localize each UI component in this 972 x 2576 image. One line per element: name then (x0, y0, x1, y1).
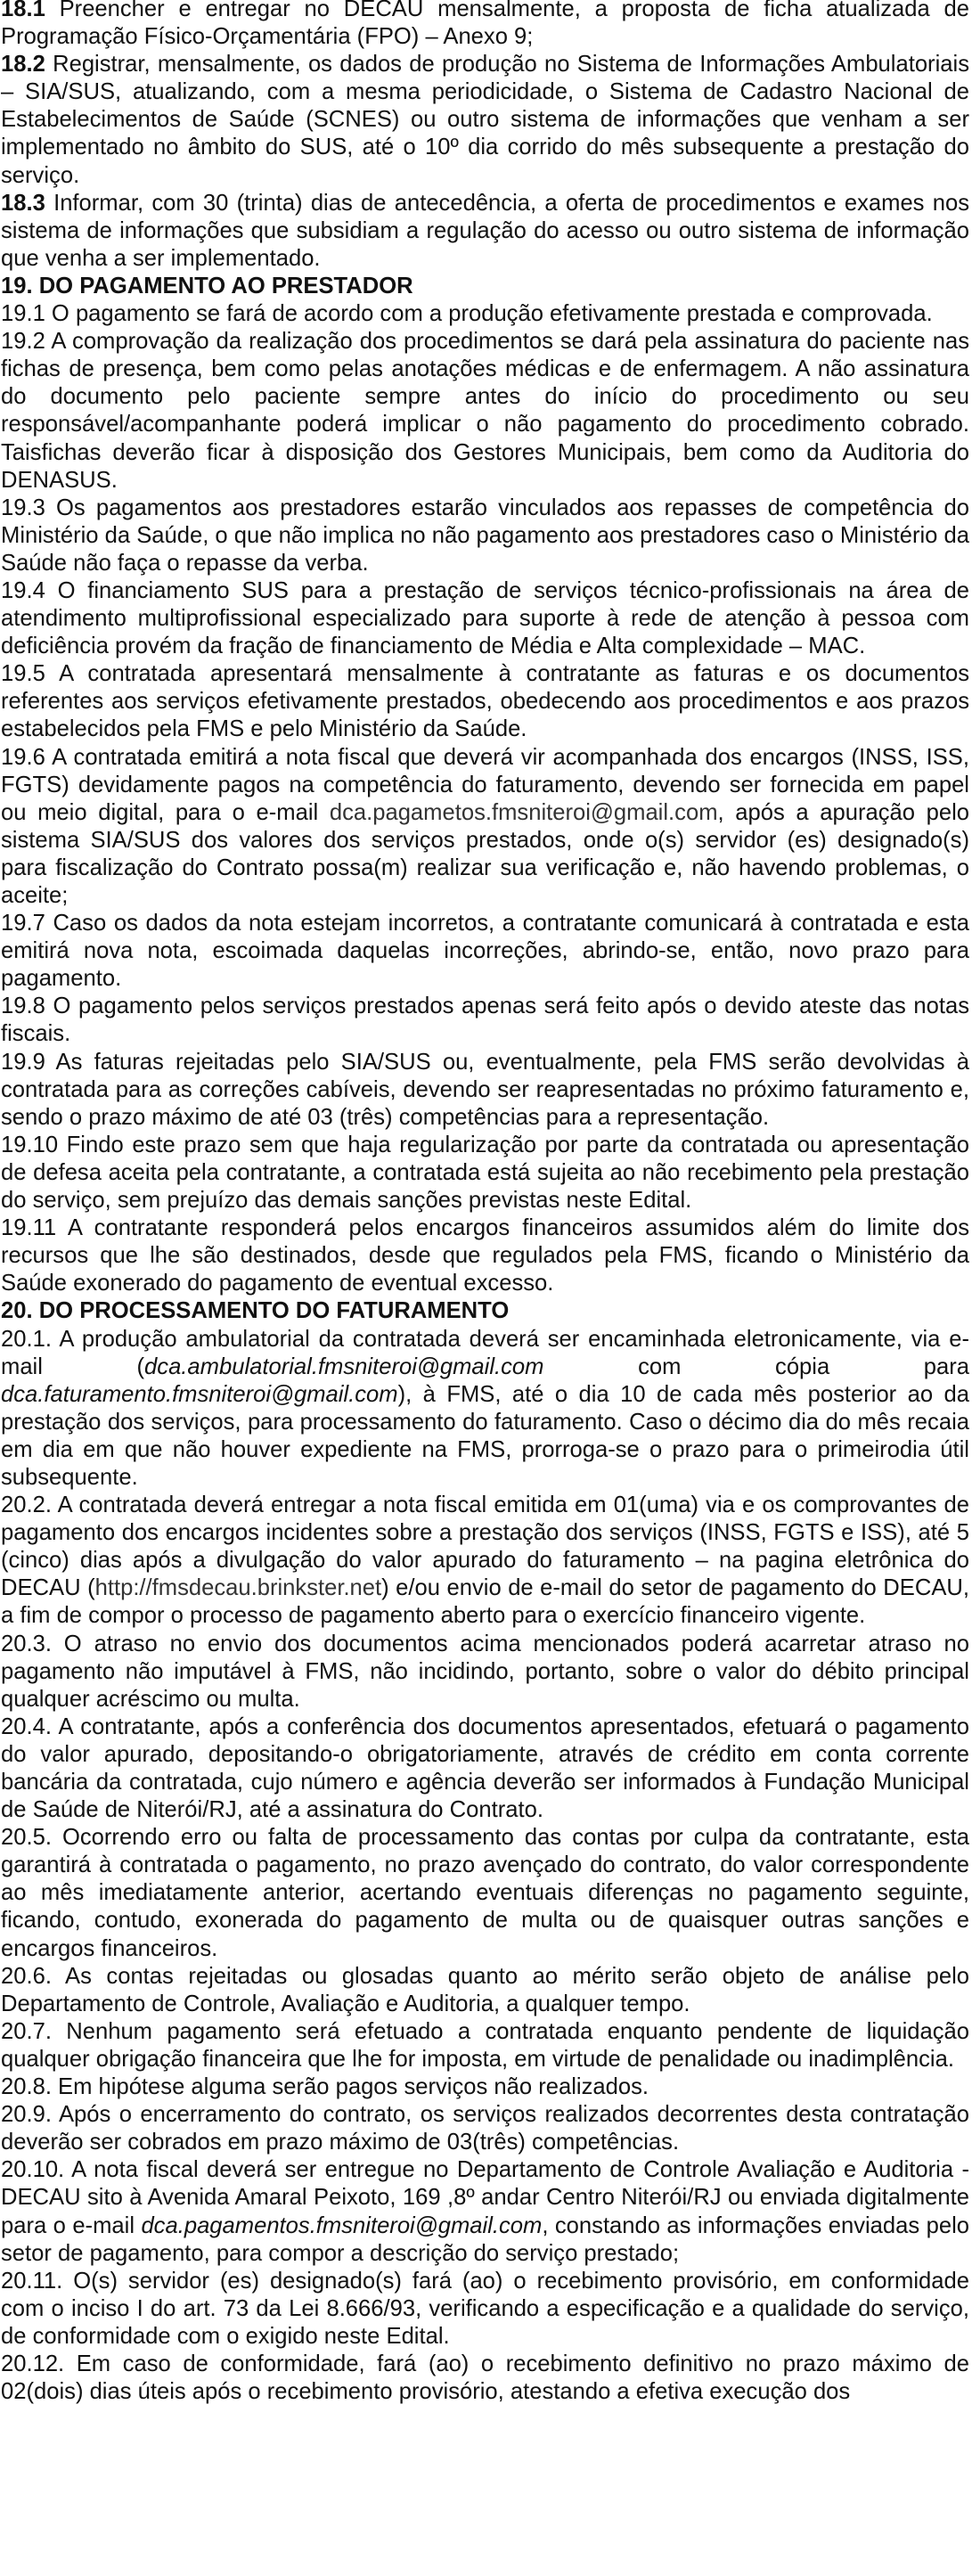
clause-text: Informar, com 30 (trinta) dias de antecedência, a oferta de procedimentos e exames nos sistema de informações que subsidiam a regulação do acesso ou outro sistema de informação que venha a ser implementado. (1, 190, 969, 271)
clause-text: 19.4 O financiamento SUS para a prestação de serviços técnico-profissionais na área de atendimento multiprofissional especializado para suporte à rede de atenção à pessoa com deficiência provém da fração de financiamento de Média e Alta complexidade – MAC. (1, 577, 969, 659)
clause-text: 20.6. As contas rejeitadas ou glosadas quanto ao mérito serão objeto de análise pelo Departamento de Controle, Avaliação e Auditoria, a qualquer tempo. (1, 1963, 969, 2016)
clause-p-20-6 (1, 1963, 969, 2018)
clause-text: 19.8 O pagamento pelos serviços prestados apenas será feito após o devido ateste das notas fiscais. (1, 994, 969, 1047)
clause-text: 19.3 Os pagamentos aos prestadores estarão vinculados aos repasses de competência do Ministério da Saúde, o que não implica no não pagamento aos prestadores caso o Ministério da Saúde não faça o repasse da verba. (1, 495, 969, 576)
clause-text: , constando as informações enviadas pelo setor de pagamento, para compor a descrição do serviço prestado; (1, 2212, 970, 2266)
clause-p-20-5 (1, 1824, 969, 1962)
clause-number: 18.2 (1, 52, 45, 78)
clause-text: 20.1. A produção ambulatorial da contratada deverá ser encaminhada eletronicamente, via e-mail ( (1, 1326, 969, 1379)
clause-p-19-1 (1, 300, 969, 328)
clause-text: 20.10. A nota fiscal deverá ser entregue no Departamento de Controle Avaliação e Auditoria - DECAU sito à Avenida Amaral Peixoto, 169 ,8º andar Centro Niterói/RJ ou enviada digitalmente para o e-mail (1, 2157, 969, 2238)
clause-p-19-6 (1, 744, 969, 911)
clause-text: 20.11. O(s) servidor (es) designado(s) fará (ao) o recebimento provisório, em conformidade com o inciso I do art. 73 da Lei 8.666/93, verificando a especificação e a qualidade do serviço, de conformidade com o exigido neste Edital. (1, 2268, 969, 2349)
clause-text: Preencher e entregar no DECAU mensalmente, a proposta de ficha atualizada de Programação Físico-Orçamentária (FPO) – Anexo 9; (1, 0, 969, 50)
clause-text: com cópia para (543, 1353, 970, 1379)
clause-text: 20.2. A contratada deverá entregar a nota fiscal emitida em 01(uma) via e os comprovantes de pagamento dos encargos incidentes sobre a prestação dos serviços (INSS, FGTS e ISS), até 5 (cinco) dias após a divulgação do valor apurado do faturamento – na pagina eletrônica do DECAU ( (1, 1492, 969, 1601)
clause-text: 20.4. A contratante, após a conferência dos documentos apresentados, efetuará o pagamento do valor apurado, depositando-o obrigatoriamente, através de crédito em conta corrente bancária da contratada, cujo número e agência deverão ser informados à Fundação Municipal de Saúde de Niterói/RJ, até a assinatura do Contrato. (1, 1713, 969, 1823)
clause-p-19-10 (1, 1132, 969, 1214)
clause-text: 20.5. Ocorrendo erro ou falta de processamento das contas por culpa da contratante, esta garantirá à contratada o pagamento, no prazo avençado do contrato, do valor correspondente ao mês imediatamente anterior, acertando eventuais diferenças no pagamento seguinte, ficando, contudo, exonerada do pagamento de multa ou de quaisquer outras sanções e encargos financeiros. (1, 1825, 969, 1961)
clause-p-19-4 (1, 577, 969, 660)
clause-p-19-11 (1, 1214, 969, 1297)
clause-text: , após a apuração pelo sistema SIA/SUS dos valores dos serviços prestados, onde o(s) servidor (es) designado(s) para fiscalização do Contrato possa(m) realizar sua verificação e, não havendo problemas, o aceite; (1, 799, 969, 908)
clause-text: 20.12. Em caso de conformidade, fará (ao) o recebimento definitivo no prazo máximo de 02(dois) dias úteis após o recebimento provisório, atestando a efetiva execução dos (1, 2351, 969, 2405)
email-link[interactable]: dca.pagametos.fmsniteroi@gmail.com (329, 799, 718, 825)
clause-text: 19.1 O pagamento se fará de acordo com a produção efetivamente prestada e comprovada. (1, 301, 933, 327)
clause-p-19-3 (1, 495, 969, 577)
clause-p-19-5 (1, 660, 969, 743)
clause-p-19-2 (1, 328, 969, 495)
section-heading: 20. DO PROCESSAMENTO DO FATURAMENTO (1, 1298, 510, 1324)
clause-p-19-7 (1, 910, 969, 993)
clause-p-20-7 (1, 2018, 969, 2073)
clause-p-19-9 (1, 1049, 969, 1132)
clause-text: 19.7 Caso os dados da nota estejam incorretos, a contratante comunicará à contratada e esta emitirá nova nota, escoimada daquelas incorreções, abrindo-se, então, novo prazo para pagamento. (1, 911, 969, 992)
clause-text: 19.11 A contratante responderá pelos encargos financeiros assumidos além do limite dos recursos que lhe são destinados, desde que regulados pela FMS, ficando o Ministério da Saúde exonerado do pagamento de eventual excesso. (1, 1215, 969, 1296)
clause-text: 19.5 A contratada apresentará mensalmente à contratante as faturas e os documentos referentes aos serviços efetivamente prestados, obedecendo aos procedimentos e aos prazos estabelecidos pela FMS e pelo Ministério da Saúde. (1, 661, 969, 742)
clause-text: 20.8. Em hipótese alguma serão pagos serviços não realizados. (1, 2074, 649, 2100)
clause-p-20-10 (1, 2156, 969, 2267)
clause-text: ) e/ou envio de e-mail do setor de pagamento do DECAU, a fim de compor o processo de pagamento aberto para o exercício financeiro vigente. (1, 1575, 969, 1629)
email-link[interactable]: dca.pagamentos.fmsniteroi@gmail.com (141, 2212, 543, 2238)
clause-text: ), à FMS, até o dia 10 de cada mês posterior ao da prestação dos serviços, para processamento do faturamento. Caso o décimo dia do mês recaia em dia em que não houver expediente na FMS, prorroga-se o prazo para o primeirodia útil subsequente. (1, 1381, 969, 1490)
clause-text: 19.9 As faturas rejeitadas pelo SIA/SUS ou, eventualmente, pela FMS serão devolvidas à contratada para as correções cabíveis, devendo ser reapresentadas no próximo faturamento e, sendo o prazo máximo de até 03 (três) competências para a representação. (1, 1049, 969, 1130)
clause-text: 19.2 A comprovação da realização dos procedimentos se dará pela assinatura do paciente nas fichas de presença, bem como pelas anotações médicas e de enfermagem. A não assinatura do documento pelo paciente sempre antes do início do procedimento ou seu responsável/acompanhante poderá implicar o não pagamento do procedimento cobrado. Taisfichas deverão ficar à disposição dos Gestores Municipais, bem como da Auditoria do DENASUS. (1, 329, 969, 493)
clause-text: 19.6 A contratada emitirá a nota fiscal que deverá vir acompanhada dos encargos (INSS, ISS, FGTS) devidamente pagos na competência do faturamento, devendo ser fornecida em papel ou meio digital, para o e-mail (1, 744, 969, 825)
clause-p-19-8 (1, 993, 969, 1048)
clause-text: 20.9. Após o encerramento do contrato, os serviços realizados decorrentes desta contratação deverão ser cobrados em prazo máximo de 03(três) competências. (1, 2102, 969, 2155)
clause-p-20-11 (1, 2268, 969, 2351)
clause-p-20-4 (1, 1713, 969, 1824)
clause-number: 18.1 (1, 0, 45, 21)
clause-p-18-3 (1, 190, 969, 273)
email-link[interactable]: dca.ambulatorial.fmsniteroi@gmail.com (144, 1353, 544, 1379)
clause-text: 19.10 Findo este prazo sem que haja regularização por parte da contratada ou apresentação de defesa aceita pela contratante, a contratada está sujeita ao não recebimento pela prestação do serviço, sem prejuízo das demais sanções previstas neste Edital. (1, 1132, 969, 1214)
clause-number: 18.3 (1, 190, 45, 216)
clause-text: 20.7. Nenhum pagamento será efetuado a contratada enquanto pendente de liquidação qualquer obrigação financeira que lhe for imposta, em virtude de penalidade ou inadimplência. (1, 2018, 969, 2072)
clause-p-20-1 (1, 1326, 969, 1492)
clause-p-20-8 (1, 2073, 969, 2101)
clause-p-20-2 (1, 1492, 969, 1630)
clause-text: 20.3. O atraso no envio dos documentos acima mencionados poderá acarretar atraso no pagamento não imputável à FMS, não incidindo, portanto, sobre o valor do débito principal qualquer acréscimo ou multa. (1, 1631, 969, 1712)
section-heading: 19. DO PAGAMENTO AO PRESTADOR (1, 273, 413, 298)
email-link[interactable]: dca.faturamento.fmsniteroi@gmail.com (1, 1381, 398, 1407)
email-link[interactable]: http://fmsdecau.brinkster.net (94, 1575, 382, 1601)
clause-p-20-9 (1, 2101, 969, 2156)
clause-text: Registrar, mensalmente, os dados de produção no Sistema de Informações Ambulatoriais – SIA/SUS, atualizando, com a mesma periodicidade, o Sistema de Cadastro Nacional de Estabelecimentos de Saúde (SCNES) ou outro sistema de informações que venham a ser implementado no âmbito do SUS, até o 10º dia corrido do mês subsequente a prestação do serviço. (1, 52, 969, 188)
clause-p-20-3 (1, 1631, 969, 1713)
clause-p-18-1 (1, 0, 969, 51)
clause-p-18-2 (1, 51, 969, 189)
clause-p-20-12 (1, 2351, 969, 2406)
